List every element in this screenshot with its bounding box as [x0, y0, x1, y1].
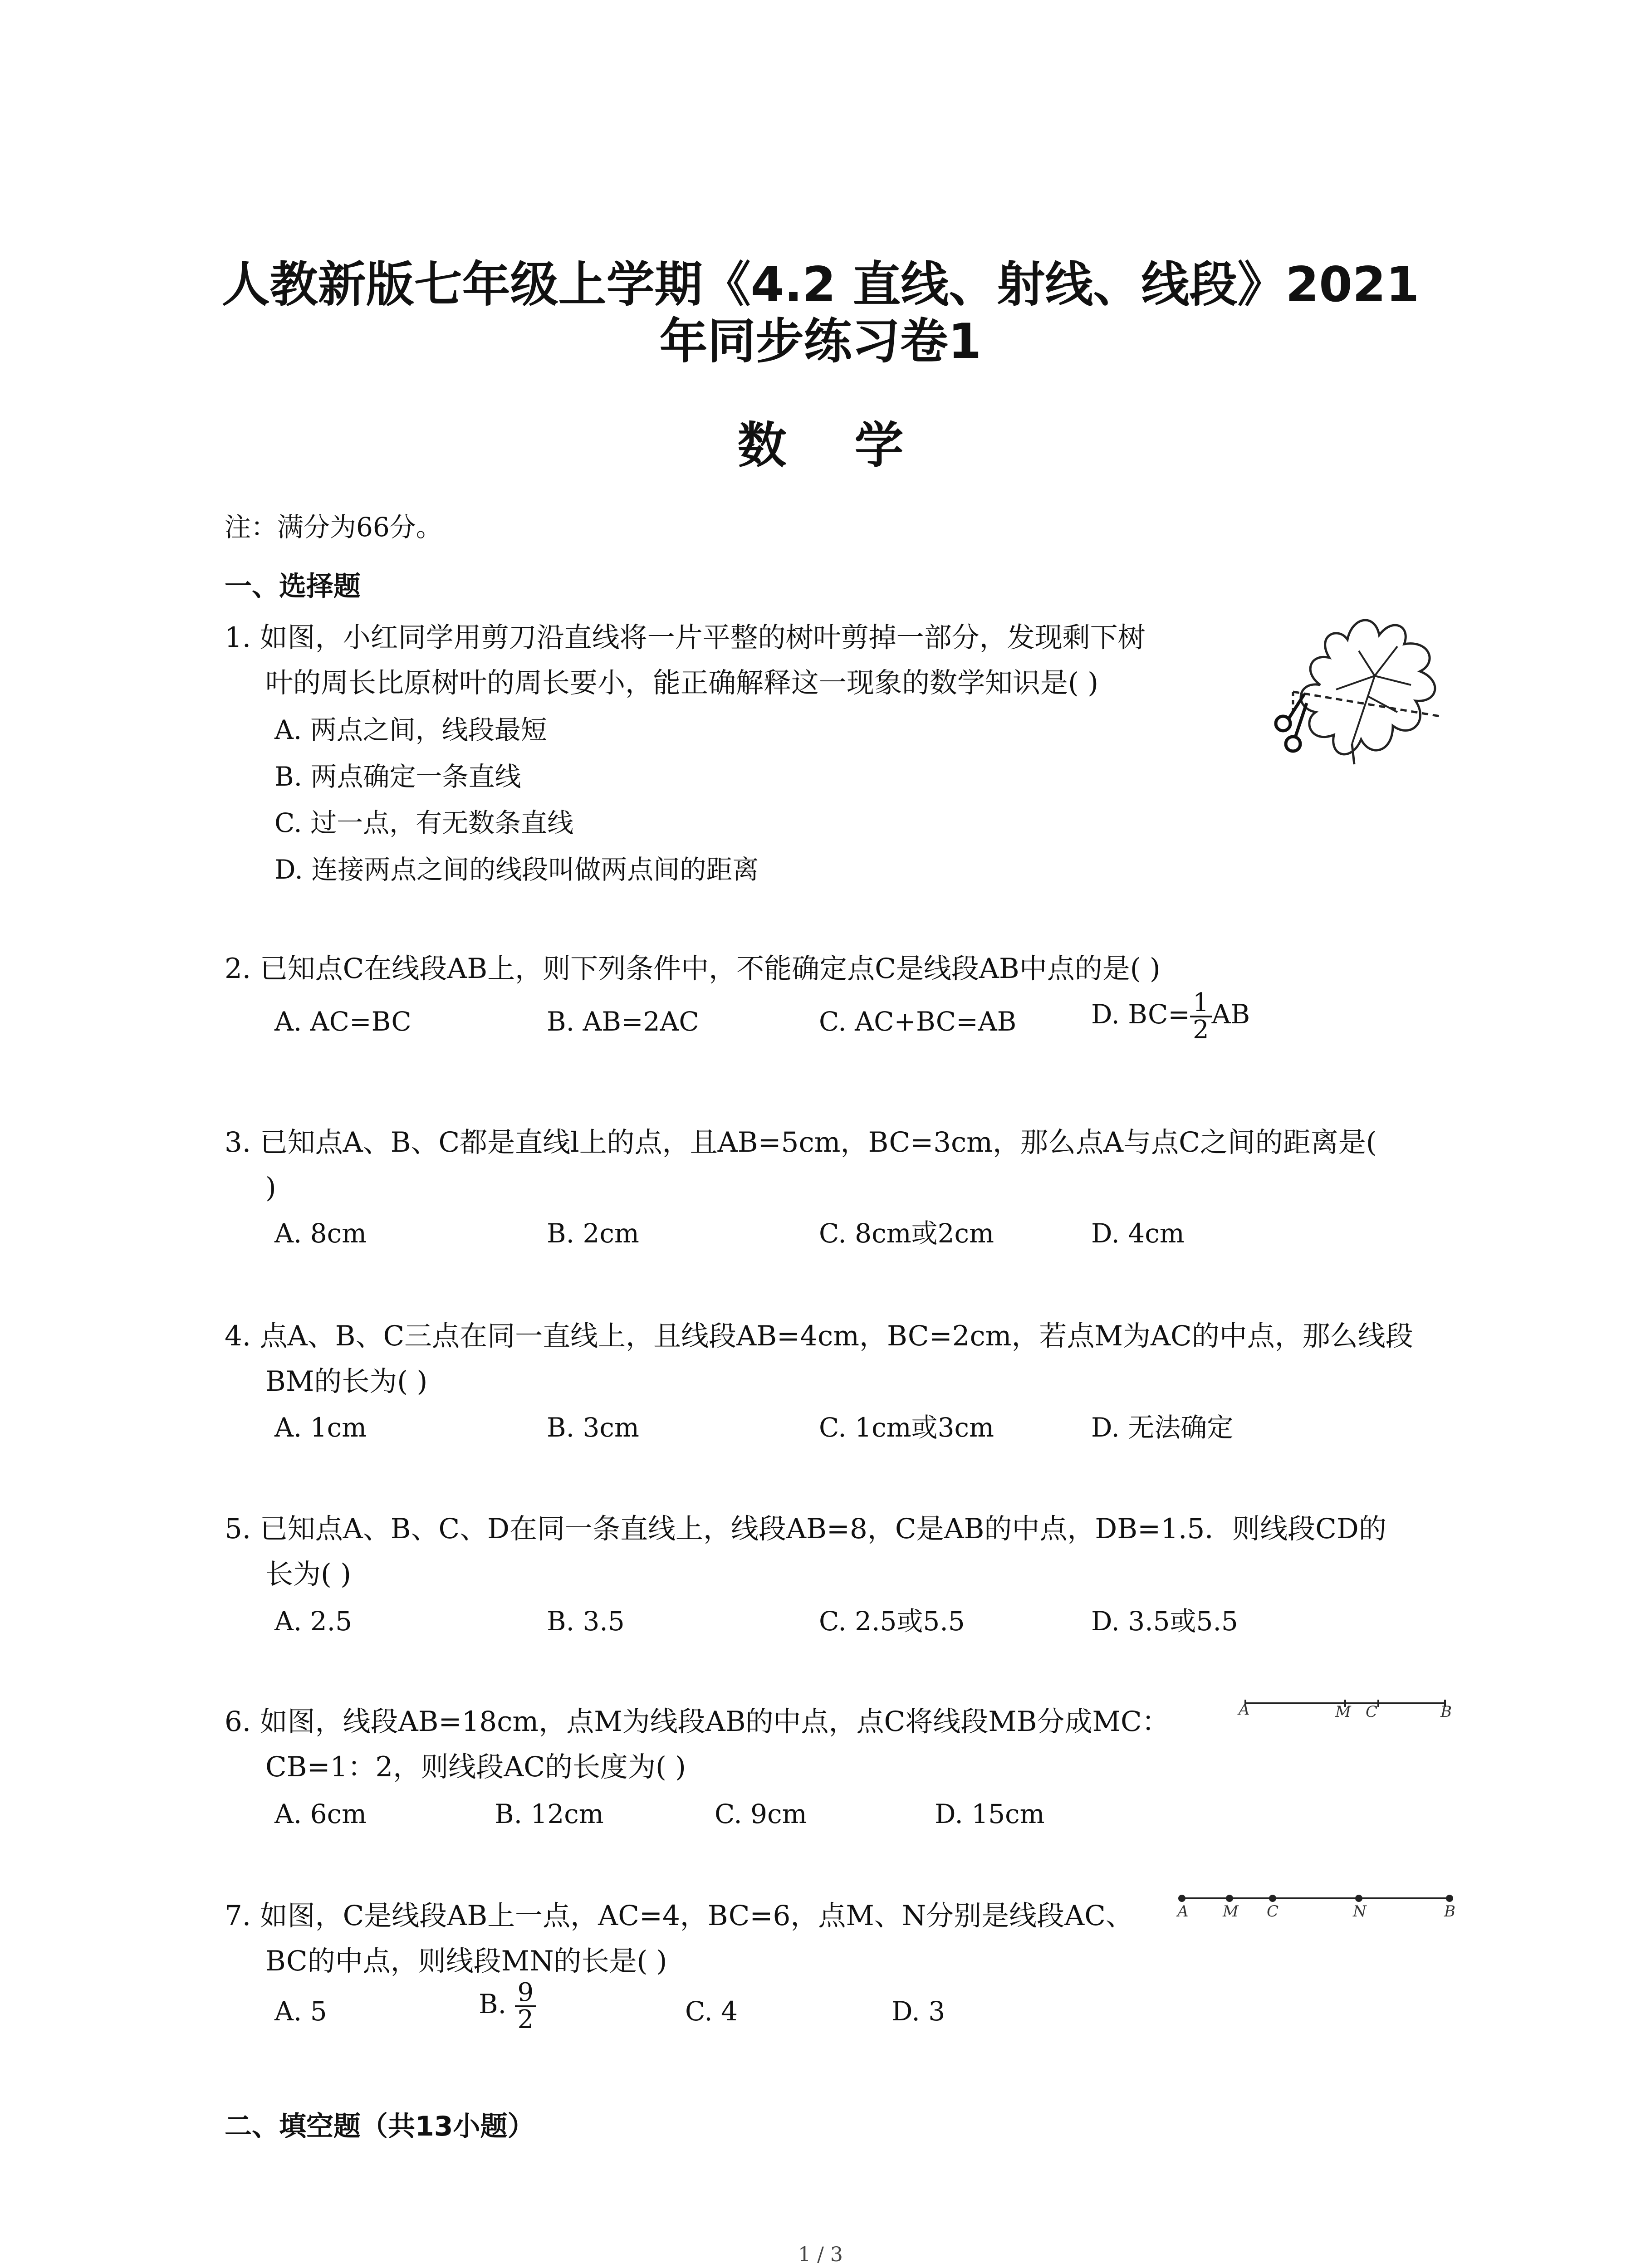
question-2-option-d [1091, 990, 1250, 1043]
label-m: M [1335, 1703, 1351, 1721]
question-2-option-a: A. AC=BC [274, 1006, 411, 1037]
question-6-line1: 6. 如图，线段AB=18cm，点M为线段AB的中点，点C将线段MB分成MC： [225, 1706, 1170, 1738]
question-7-option-b-label: B. [479, 1989, 507, 2020]
question-3-line1: 3. 已知点A、B、C都是直线l上的点，且AB=5cm，BC=3cm，那么点A与点C之间的距离是( [225, 1126, 1377, 1158]
fraction-denominator: 2 [517, 2005, 534, 2034]
label-b: B [1444, 1902, 1455, 1921]
question-7-option-d: D. 3 [892, 1996, 945, 2027]
question-3-option-c: C. 8cm或2cm [819, 1218, 994, 1249]
question-4-option-a: A. 1cm [274, 1412, 367, 1443]
question-2-option-d-suffix: AB [1211, 999, 1250, 1030]
leaf-scissors-figure [1261, 608, 1461, 776]
question-7-line2: BC的中点，则线段MN的长是( ) [265, 1945, 667, 1977]
question-5-line2: 长为( ) [265, 1558, 351, 1590]
question-5-option-c: C. 2.5或5.5 [819, 1606, 965, 1637]
subject-heading: 数学 [737, 417, 972, 474]
question-7-option-b [479, 1980, 536, 2033]
score-note: 注：满分为66分。 [225, 512, 442, 543]
question-6-option-d: D. 15cm [935, 1799, 1045, 1829]
fraction-numerator: 1 [1190, 990, 1212, 1017]
page-title-line1: 人教新版七年级上学期《4.2 直线、射线、线段》2021 [221, 257, 1420, 313]
label-b: B [1440, 1703, 1452, 1721]
question-3-option-a: A. 8cm [274, 1218, 367, 1249]
question-2-option-d-label: D. BC= [1091, 999, 1190, 1030]
question-7-line1: 7. 如图，C是线段AB上一点，AC=4，BC=6，点M、N分别是线段AC、 [225, 1900, 1133, 1932]
question-4-line1: 4. 点A、B、C三点在同一直线上，且线段AB=4cm，BC=2cm，若点M为AC的中点，那么线段 [225, 1320, 1413, 1352]
label-m: M [1223, 1902, 1239, 1921]
fraction-one-half [1190, 990, 1212, 1043]
question-7-option-a: A. 5 [274, 1996, 327, 2027]
question-1-option-d: D. 连接两点之间的线段叫做两点间的距离 [274, 854, 759, 885]
question-4-option-c: C. 1cm或3cm [819, 1412, 994, 1443]
label-n: N [1353, 1902, 1367, 1921]
section-choice-heading: 一、选择题 [225, 571, 361, 602]
question-1-option-a: A. 两点之间，线段最短 [274, 714, 547, 745]
fraction-nine-halves [515, 1980, 537, 2033]
question-6-option-c: C. 9cm [715, 1799, 807, 1829]
question-1-option-b: B. 两点确定一条直线 [274, 761, 521, 792]
question-3-option-d: D. 4cm [1091, 1218, 1185, 1249]
question-3-option-b: B. 2cm [547, 1218, 639, 1249]
label-c: C [1366, 1703, 1378, 1721]
label-c: C [1267, 1902, 1279, 1921]
question-1-line2: 叶的周长比原树叶的周长要小，能正确解释这一现象的数学知识是( ) [265, 667, 1098, 699]
question-2-option-c: C. AC+BC=AB [819, 1006, 1017, 1037]
question-5-option-a: A. 2.5 [274, 1606, 352, 1637]
label-a: A [1239, 1701, 1250, 1719]
section-fill-heading: 二、填空题（共13小题） [225, 2111, 535, 2142]
segment-figure-q7 [1171, 1887, 1461, 1923]
fraction-denominator: 2 [1192, 1015, 1209, 1045]
segment-figure-q6 [1232, 1690, 1459, 1726]
question-4-line2: BM的长为( ) [265, 1365, 428, 1398]
question-2-line1: 2. 已知点C在线段AB上，则下列条件中，不能确定点C是线段AB中点的是( ) [225, 953, 1161, 985]
question-7-option-c: C. 4 [685, 1996, 738, 2027]
question-4-option-d: D. 无法确定 [1091, 1412, 1234, 1443]
question-6-option-a: A. 6cm [274, 1799, 367, 1829]
question-5-line1: 5. 已知点A、B、C、D在同一条直线上，线段AB=8，C是AB的中点，DB=1.5．则线段CD的 [225, 1513, 1386, 1545]
question-6-option-b: B. 12cm [495, 1799, 604, 1829]
page-number: 1 / 3 [798, 2243, 843, 2266]
question-5-option-d: D. 3.5或5.5 [1091, 1606, 1238, 1637]
page-title-line2: 年同步练习卷1 [659, 313, 982, 369]
label-a: A [1177, 1902, 1189, 1921]
question-4-option-b: B. 3cm [547, 1412, 639, 1443]
question-5-option-b: B. 3.5 [547, 1606, 625, 1637]
question-2-option-b: B. AB=2AC [547, 1006, 699, 1037]
question-1-option-c: C. 过一点，有无数条直线 [274, 807, 574, 838]
question-1-line1: 1. 如图，小红同学用剪刀沿直线将一片平整的树叶剪掉一部分，发现剩下树 [225, 621, 1146, 654]
question-6-line2: CB=1：2，则线段AC的长度为( ) [265, 1751, 686, 1783]
fraction-numerator: 9 [515, 1980, 537, 2007]
question-3-line2: ) [265, 1172, 276, 1204]
